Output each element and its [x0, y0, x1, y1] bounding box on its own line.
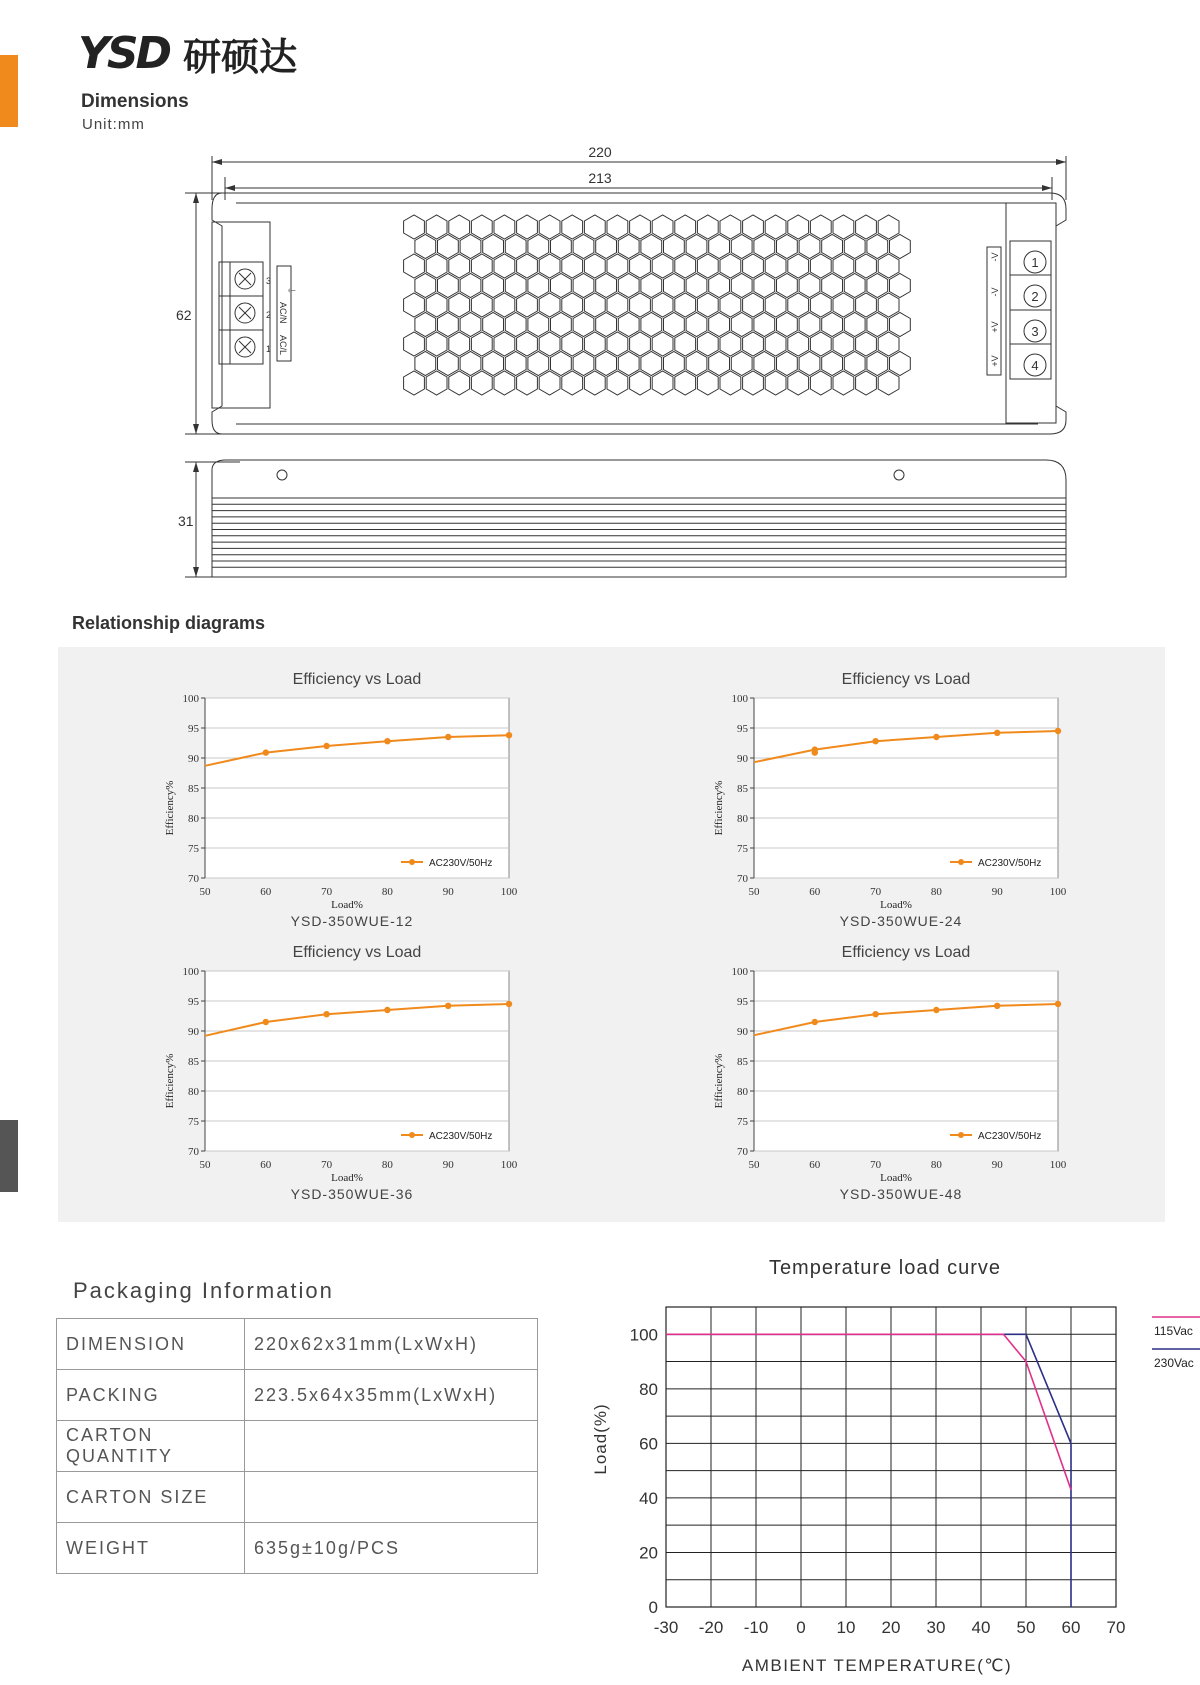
x-tick-label: 50	[748, 1159, 760, 1171]
x-tick-label: -20	[698, 1618, 724, 1637]
efficiency-chart	[713, 671, 1067, 929]
x-tick-label: 70	[321, 1159, 333, 1171]
data-point	[263, 1019, 269, 1025]
data-point	[812, 1019, 818, 1025]
packaging-key: CARTON SIZE	[57, 1472, 245, 1523]
x-tick-label: 100	[500, 886, 518, 898]
data-point	[384, 1007, 390, 1013]
y-tick-label: 60	[639, 1434, 658, 1454]
chart-model-label: YSD-350WUE-36	[290, 1186, 414, 1202]
x-tick-label: 70	[321, 886, 333, 898]
data-point	[445, 1003, 451, 1009]
terminal-label-v3: +V	[990, 321, 1000, 333]
chart-title: Efficiency vs Load	[292, 944, 422, 961]
x-tick-label: 20	[881, 1618, 901, 1637]
y-axis-label: Efficiency%	[713, 780, 725, 836]
y-tick-label: 100	[629, 1325, 658, 1345]
y-axis-label: Efficiency%	[164, 780, 176, 836]
terminal-num-3: 3	[266, 276, 272, 286]
packaging-key: WEIGHT	[57, 1523, 245, 1574]
logo-chinese-name: 研硕达	[183, 34, 298, 79]
x-axis-label: Load%	[880, 1172, 912, 1184]
x-tick-label: 80	[381, 1159, 393, 1171]
dim-label-220: 220	[588, 144, 612, 160]
chart-title: Efficiency vs Load	[841, 671, 971, 688]
packaging-row	[57, 1319, 538, 1370]
x-axis-label: Load%	[880, 899, 912, 911]
y-tick-label: 80	[188, 1086, 199, 1098]
data-point	[263, 749, 269, 755]
y-tick-label: 95	[737, 996, 748, 1008]
y-tick-label: 85	[737, 783, 748, 795]
y-tick-label: 80	[737, 813, 748, 825]
data-point	[812, 749, 818, 755]
efficiency-chart	[713, 944, 1067, 1202]
x-tick-label: 60	[809, 1159, 821, 1171]
logo-mark: YSD	[78, 27, 170, 79]
dim-label-31: 31	[178, 513, 194, 529]
y-tick-label: 70	[188, 1146, 199, 1158]
x-tick-label: 30	[926, 1618, 946, 1637]
x-tick-label: 90	[442, 1159, 454, 1171]
y-tick-label: 75	[737, 1116, 748, 1128]
packaging-value: 220x62x31mm(LxWxH)	[245, 1319, 538, 1370]
x-tick-label: 60	[260, 886, 272, 898]
y-tick-label: 90	[188, 753, 199, 765]
y-tick-label: 85	[188, 1056, 199, 1068]
x-tick-label: 60	[260, 1159, 272, 1171]
y-tick-label: 20	[639, 1543, 658, 1563]
x-tick-label: 90	[991, 1159, 1003, 1171]
x-tick-label: 80	[930, 886, 942, 898]
packaging-key: CARTON QUANTITY	[57, 1421, 245, 1472]
packaging-key: DIMENSION	[57, 1319, 245, 1370]
x-tick-label: 0	[796, 1618, 806, 1637]
y-tick-label: 100	[731, 966, 748, 978]
x-tick-label: 50	[748, 886, 760, 898]
y-axis-label: Efficiency%	[713, 1053, 725, 1109]
y-tick-label: 90	[737, 753, 748, 765]
data-point	[1055, 1001, 1061, 1007]
y-tick-label: 75	[188, 1116, 199, 1128]
packaging-value: 635g±10g/PCS	[245, 1523, 538, 1574]
x-axis-label: Load%	[331, 1172, 363, 1184]
legend-label: 115Vac	[1154, 1324, 1193, 1338]
data-point	[506, 732, 512, 738]
terminal-num-2: 2	[266, 310, 272, 320]
y-tick-label: 100	[182, 693, 199, 705]
packaging-key: PACKING	[57, 1370, 245, 1421]
terminal-label-acl: AC/L	[278, 335, 288, 356]
legend-label: AC230V/50Hz	[429, 1131, 493, 1142]
chart-title: Temperature load curve	[768, 1257, 1002, 1279]
data-point	[994, 730, 1000, 736]
y-axis-label: Load(%)	[591, 1403, 610, 1475]
legend-label: AC230V/50Hz	[978, 858, 1042, 869]
data-point	[1055, 728, 1061, 734]
legend-label: 230Vac	[1154, 1356, 1194, 1370]
y-tick-label: 95	[188, 996, 199, 1008]
chart-model-label: YSD-350WUE-12	[290, 913, 414, 929]
chart-title: Efficiency vs Load	[292, 671, 422, 688]
terminal-circle-3: 3	[1031, 324, 1039, 339]
x-tick-label: 50	[1016, 1618, 1036, 1637]
dimensions-title: Dimensions	[81, 91, 189, 112]
terminal-circle-2: 2	[1031, 289, 1039, 304]
x-tick-label: 70	[1106, 1618, 1126, 1637]
x-tick-label: 70	[870, 1159, 882, 1171]
legend-label: AC230V/50Hz	[978, 1131, 1042, 1142]
data-point	[872, 738, 878, 744]
terminal-label-v4: +V	[990, 355, 1000, 367]
data-point	[445, 734, 451, 740]
packaging-title: Packaging Information	[73, 1278, 334, 1303]
chart-title: Efficiency vs Load	[841, 944, 971, 961]
legend-label: AC230V/50Hz	[429, 858, 493, 869]
x-tick-label: 10	[836, 1618, 856, 1637]
relationship-title: Relationship diagrams	[72, 613, 266, 633]
y-tick-label: 100	[182, 966, 199, 978]
terminal-label-acn: AC/N	[278, 302, 288, 324]
legend-marker	[409, 1132, 415, 1138]
packaging-value: 223.5x64x35mm(LxWxH)	[245, 1370, 538, 1421]
y-tick-label: 100	[731, 693, 748, 705]
y-tick-label: 90	[188, 1026, 199, 1038]
terminal-label-v1: -V	[990, 252, 1000, 262]
legend-marker	[958, 1132, 964, 1138]
x-tick-label: 40	[971, 1618, 991, 1637]
packaging-row	[57, 1472, 538, 1523]
efficiency-chart	[164, 944, 518, 1202]
data-point	[506, 1001, 512, 1007]
x-tick-label: 80	[381, 886, 393, 898]
y-tick-label: 80	[639, 1379, 658, 1399]
data-point	[933, 734, 939, 740]
data-point	[323, 743, 329, 749]
x-axis-label: Load%	[331, 899, 363, 911]
packaging-row	[57, 1421, 538, 1472]
packaging-value	[245, 1421, 538, 1472]
y-tick-label: 80	[188, 813, 199, 825]
x-tick-label: 50	[199, 886, 211, 898]
dim-label-62: 62	[176, 307, 192, 323]
y-tick-label: 0	[648, 1598, 658, 1617]
packaging-row	[57, 1370, 538, 1421]
dim-label-213: 213	[588, 170, 612, 186]
x-tick-label: 70	[870, 886, 882, 898]
y-axis-label: Efficiency%	[164, 1053, 176, 1109]
chart-model-label: YSD-350WUE-24	[839, 913, 963, 929]
x-tick-label: 90	[442, 886, 454, 898]
x-tick-label: 50	[199, 1159, 211, 1171]
legend-marker	[958, 859, 964, 865]
x-tick-label: 80	[930, 1159, 942, 1171]
x-tick-label: 100	[1049, 1159, 1067, 1171]
packaging-value	[245, 1472, 538, 1523]
y-tick-label: 70	[737, 873, 748, 885]
data-point	[994, 1003, 1000, 1009]
x-axis-label: AMBIENT TEMPERATURE(℃)	[741, 1656, 1013, 1675]
packaging-table	[56, 1318, 538, 1574]
y-tick-label: 95	[188, 723, 199, 735]
y-tick-label: 70	[737, 1146, 748, 1158]
chart-model-label: YSD-350WUE-48	[839, 1186, 963, 1202]
y-tick-label: 85	[188, 783, 199, 795]
x-tick-label: -10	[743, 1618, 769, 1637]
terminal-label-v2: -V	[990, 287, 1000, 297]
y-tick-label: 75	[737, 843, 748, 855]
packaging-row	[57, 1523, 538, 1574]
terminal-circle-4: 4	[1031, 358, 1039, 373]
terminal-num-1: 1	[266, 344, 272, 354]
data-point	[384, 738, 390, 744]
x-tick-label: 90	[991, 886, 1003, 898]
dimensions-unit: Unit:mm	[82, 116, 145, 133]
terminal-label-earth: ⏚	[286, 286, 296, 296]
data-point	[323, 1011, 329, 1017]
x-tick-label: 60	[809, 886, 821, 898]
y-tick-label: 80	[737, 1086, 748, 1098]
efficiency-chart	[164, 671, 518, 929]
y-tick-label: 90	[737, 1026, 748, 1038]
y-tick-label: 75	[188, 843, 199, 855]
y-tick-label: 85	[737, 1056, 748, 1068]
x-tick-label: 60	[1061, 1618, 1081, 1637]
y-tick-label: 40	[639, 1488, 658, 1508]
x-tick-label: 100	[1049, 886, 1067, 898]
legend-marker	[409, 859, 415, 865]
data-point	[872, 1011, 878, 1017]
temperature-load-chart	[580, 1245, 1200, 1685]
x-tick-label: 100	[500, 1159, 518, 1171]
x-tick-label: -30	[653, 1618, 679, 1637]
y-tick-label: 95	[737, 723, 748, 735]
y-tick-label: 70	[188, 873, 199, 885]
terminal-circle-1: 1	[1031, 255, 1039, 270]
data-point	[933, 1007, 939, 1013]
